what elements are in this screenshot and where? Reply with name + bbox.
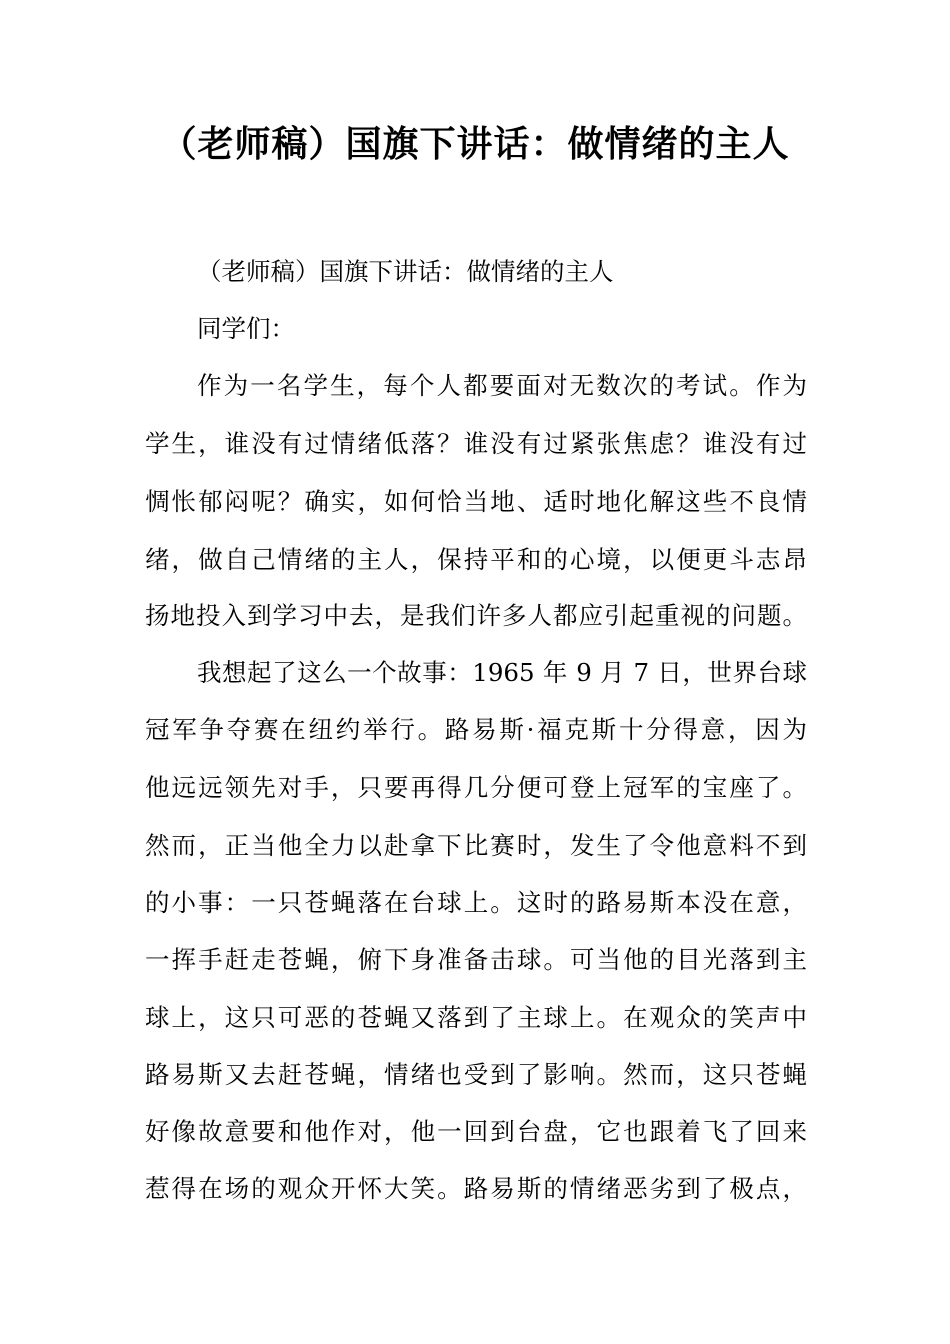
paragraph-2-line-6: 一挥手赶走苍蝇，俯下身准备击球。可当他的目光落到主 (145, 945, 807, 974)
document-subtitle: （老师稿）国旗下讲话：做情绪的主人 (197, 257, 614, 286)
paragraph-2-line-10: 惹得在场的观众开怀大笑。路易斯的情绪恶劣到了极点， (145, 1174, 807, 1203)
paragraph-2-line-3: 他远远领先对手，只要再得几分便可登上冠军的宝座了。 (145, 773, 807, 802)
paragraph-2-line-9: 好像故意要和他作对，他一回到台盘，它也跟着飞了回来 (145, 1117, 807, 1146)
greeting-line: 同学们： (197, 314, 295, 343)
paragraph-2-line-7: 球上，这只可恶的苍蝇又落到了主球上。在观众的笑声中 (145, 1003, 807, 1032)
document-title: （老师稿）国旗下讲话：做情绪的主人 (160, 123, 790, 165)
paragraph-1-line-4: 绪，做自己情绪的主人，保持平和的心境，以便更斗志昂 (145, 545, 807, 574)
paragraph-2-line-1: 我想起了这么一个故事：1965 年 9 月 7 日，世界台球 (197, 658, 807, 687)
paragraph-2-line-2: 冠军争夺赛在纽约举行。路易斯·福克斯十分得意，因为 (145, 715, 807, 744)
paragraph-2-line-4: 然而，正当他全力以赴拿下比赛时，发生了令他意料不到 (145, 831, 807, 860)
paragraph-2-line-8: 路易斯又去赶苍蝇，情绪也受到了影响。然而，这只苍蝇 (145, 1060, 807, 1089)
paragraph-1-line-3: 惆怅郁闷呢？确实，如何恰当地、适时地化解这些不良情 (145, 487, 807, 516)
paragraph-2-line-5: 的小事：一只苍蝇落在台球上。这时的路易斯本没在意， (145, 888, 807, 917)
paragraph-1-line-5: 扬地投入到学习中去，是我们许多人都应引起重视的问题。 (145, 601, 807, 630)
paragraph-1-line-1: 作为一名学生，每个人都要面对无数次的考试。作为 (197, 371, 807, 400)
paragraph-1-line-2: 学生，谁没有过情绪低落？谁没有过紧张焦虑？谁没有过 (145, 429, 807, 458)
